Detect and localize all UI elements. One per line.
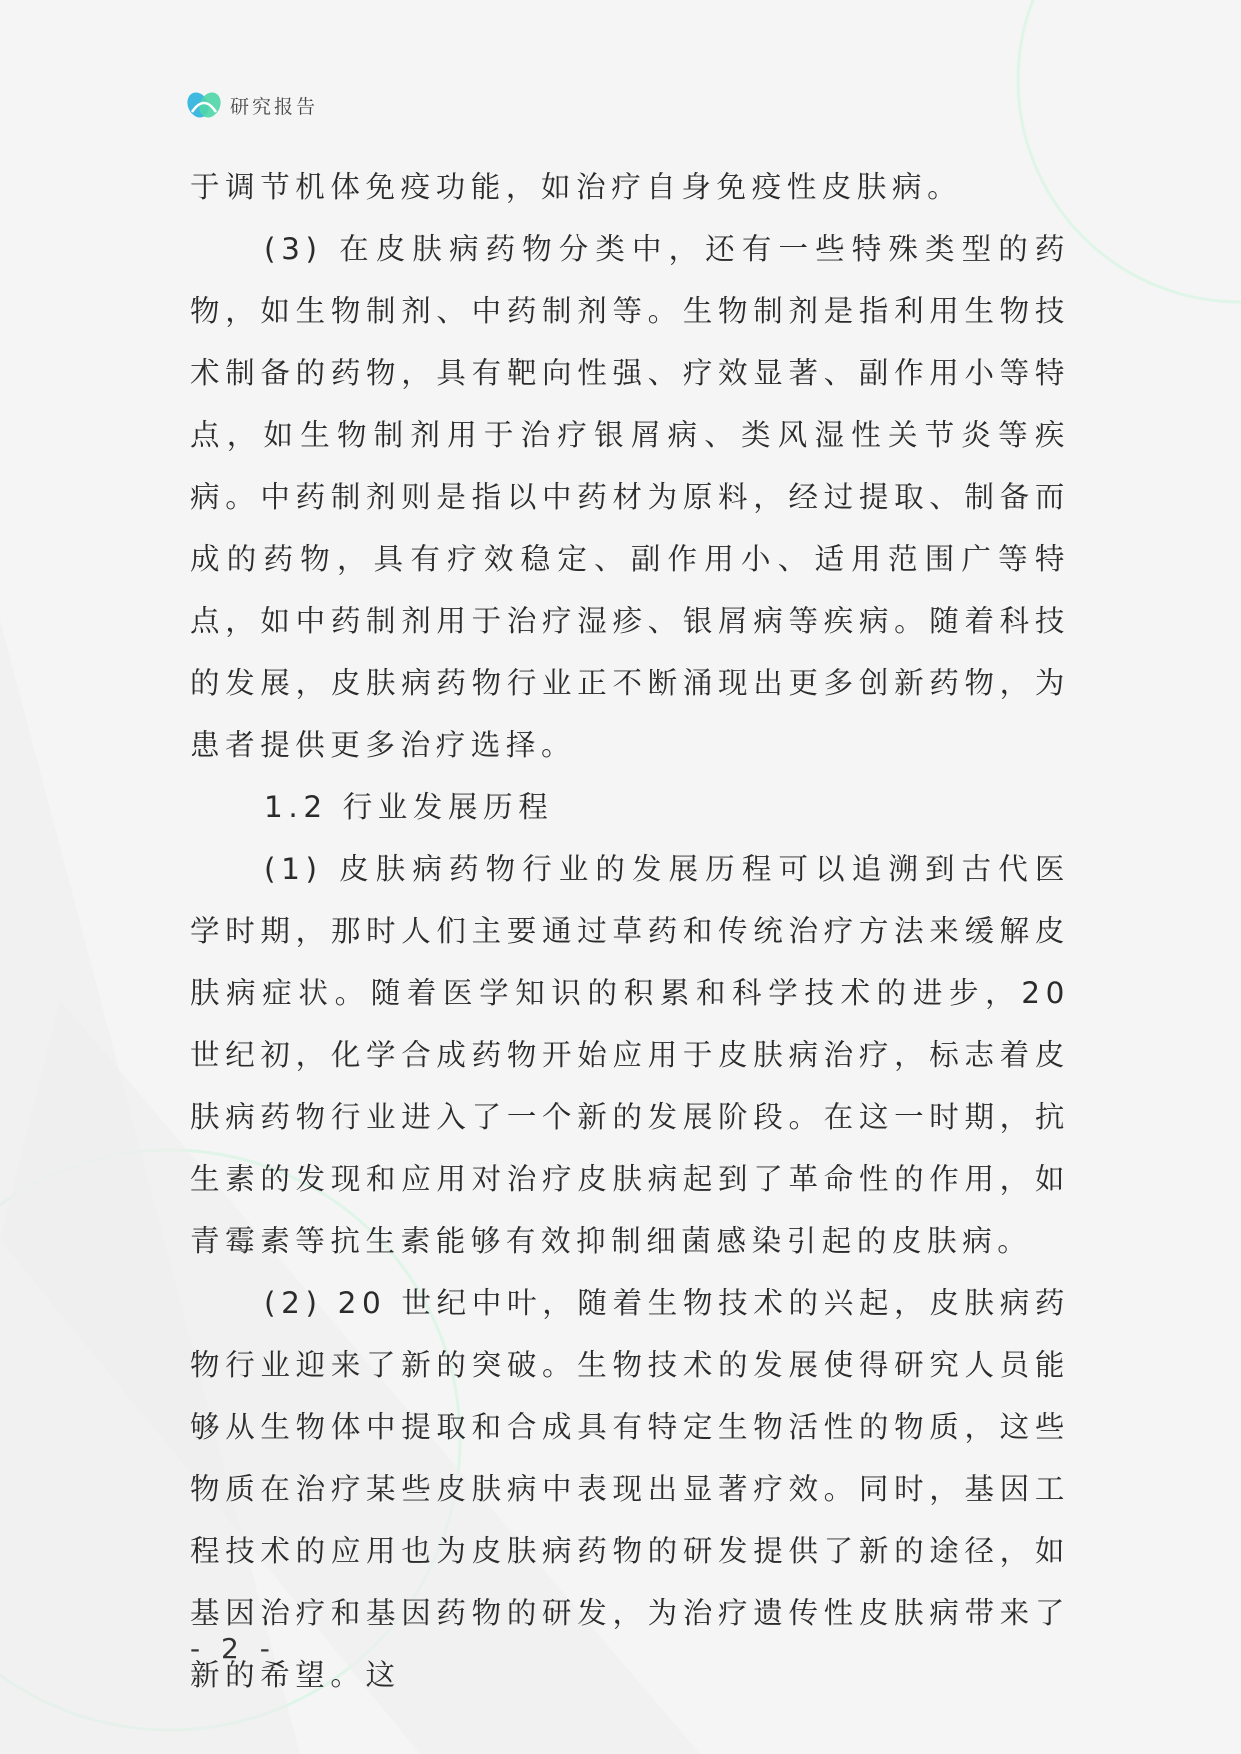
body-text: [190, 156, 1070, 1706]
paragraph: 于调节机体免疫功能，如治疗自身免疫性皮肤病。: [190, 170, 963, 204]
paragraph: (2) 20 世纪中叶，随着生物技术的兴起，皮肤病药物行业迎来了新的突破。生物技术的发展使得研究人员能够从生物体中提取和合成具有特定生物活性的物质，这些物质在治疗某些皮肤病中表现出显著疗效。同时，基因工程技术的应用也为皮肤病药物的研发提供了新的途径，如基因治疗和基因药物的研发，为治疗遗传性皮肤病带来了新的希望。这: [190, 1286, 1070, 1692]
report-header: [186, 88, 318, 122]
page-number: - 2 -: [190, 1632, 276, 1665]
paragraph: (3) 在皮肤病药物分类中，还有一些特殊类型的药物，如生物制剂、中药制剂等。生物制剂是指利用生物技术制备的药物，具有靶向性强、疗效显著、副作用小等特点，如生物制剂用于治疗银屑病、类风湿性关节炎等疾病。中药制剂则是指以中药材为原料，经过提取、制备而成的药物，具有疗效稳定、副作用小、适用范围广等特点，如中药制剂用于治疗湿疹、银屑病等疾病。随着科技的发展，皮肤病药物行业正不断涌现出更多创新药物，为患者提供更多治疗选择。: [190, 232, 1070, 762]
leaf-logo-icon: [186, 88, 222, 122]
section-heading: 1.2 行业发展历程: [264, 790, 554, 824]
header-title: 研究报告: [230, 95, 319, 118]
paragraph: (1) 皮肤病药物行业的发展历程可以追溯到古代医学时期，那时人们主要通过草药和传统治疗方法来缓解皮肤病症状。随着医学知识的积累和科学技术的进步，20 世纪初，化学合成药物开始应用于皮肤病治疗，标志着皮肤病药物行业进入了一个新的发展阶段。在这一时期，抗生素的发现和应用对治疗皮肤病起到了革命性的作用，如青霉素等抗生素能够有效抑制细菌感染引起的皮肤病。: [190, 852, 1070, 1258]
